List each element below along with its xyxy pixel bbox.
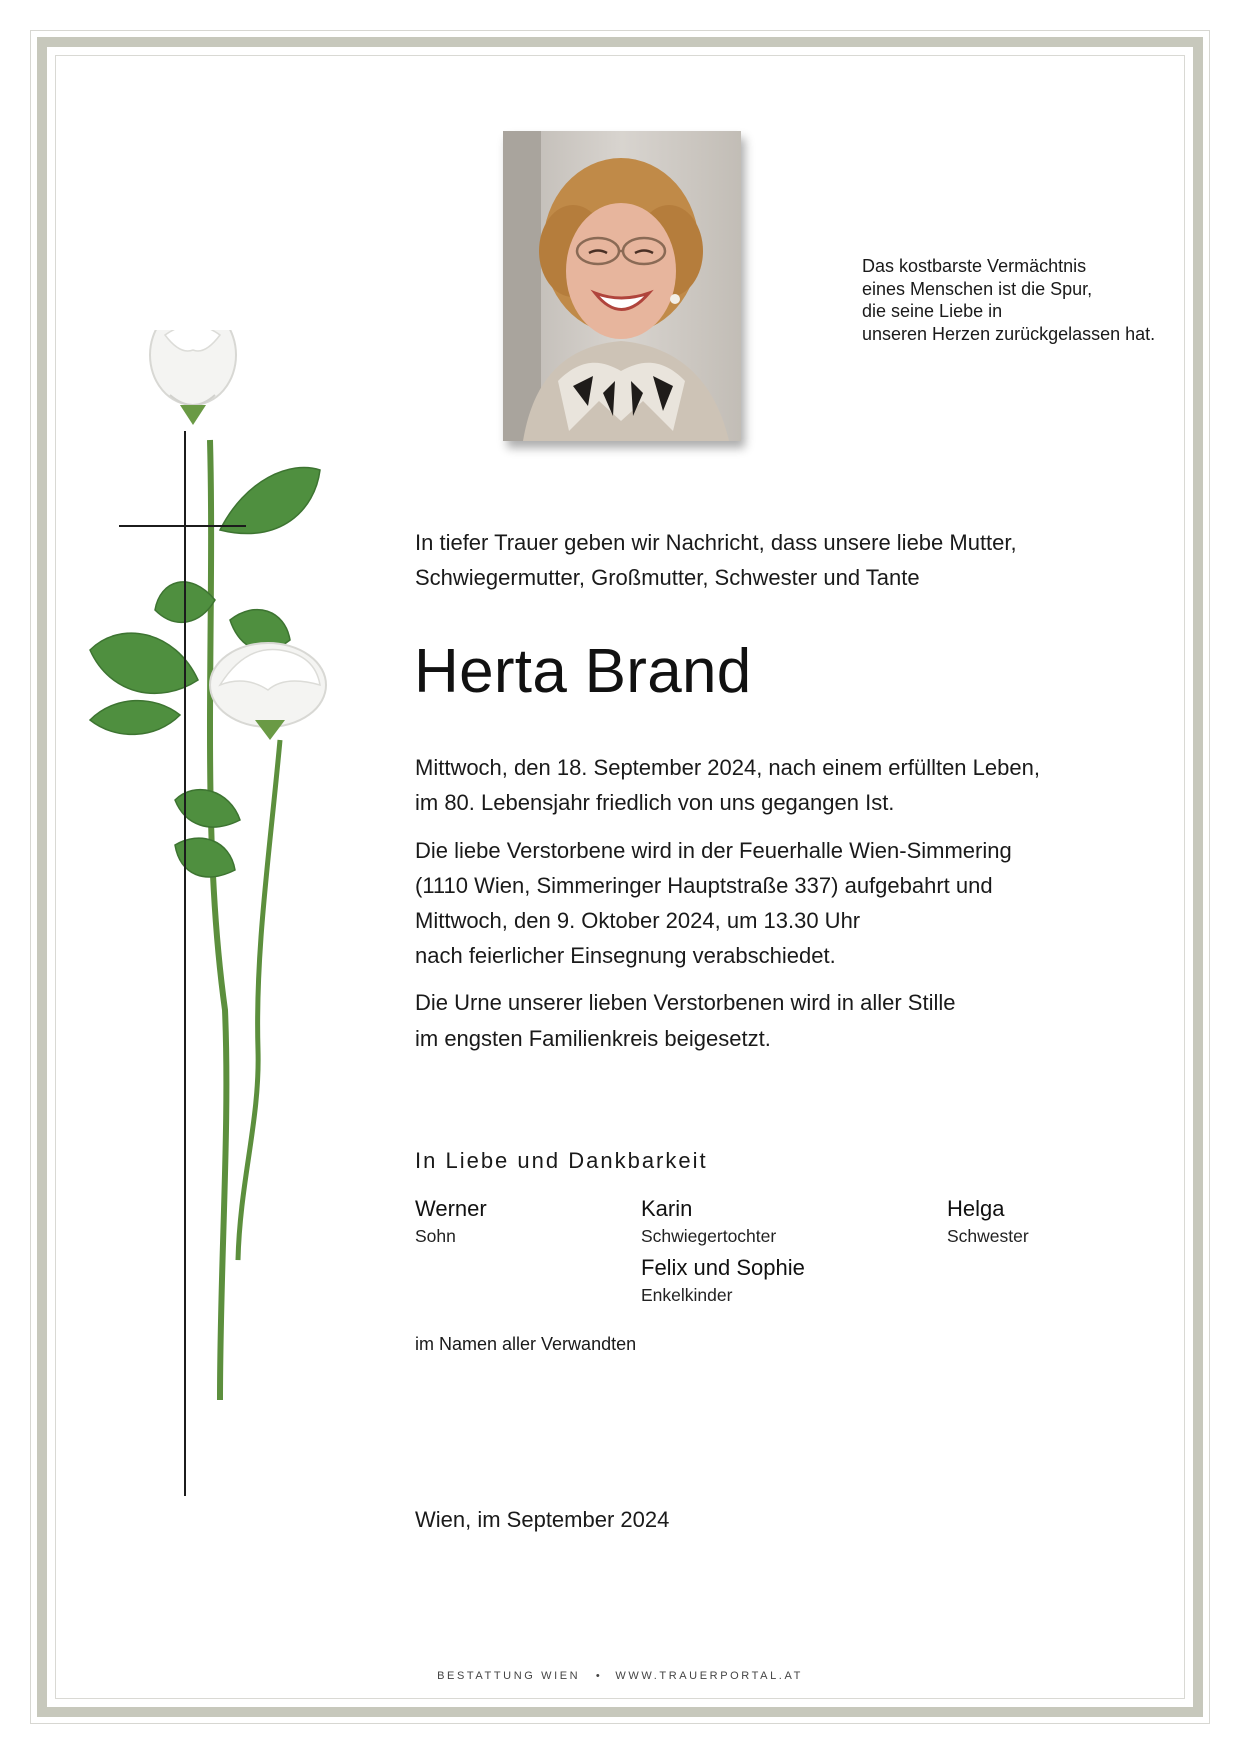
footer-credit xyxy=(0,1670,1240,1682)
footer-website-link[interactable]: WWW.TRAUERPORTAL.AT xyxy=(615,1670,803,1682)
intro-line: Schwiegermutter, Großmutter, Schwester und Tante xyxy=(415,565,920,590)
cross-horizontal-line xyxy=(119,525,246,527)
mourners-heading: In Liebe und Dankbarkeit xyxy=(415,1148,708,1173)
death-notice-paragraph xyxy=(415,750,1040,820)
white-rose-illustration xyxy=(80,330,370,1410)
deceased-name: Herta Brand xyxy=(414,637,752,706)
paragraph-line: Mittwoch, den 18. September 2024, nach einem erfüllten Leben, xyxy=(415,755,1040,780)
on-behalf-note: im Namen aller Verwandten xyxy=(415,1334,637,1354)
mourner-name: Felix und Sophie xyxy=(641,1255,805,1280)
memorial-quote xyxy=(862,255,1155,345)
portrait-illustration xyxy=(503,131,741,441)
paragraph-line: im engsten Familienkreis beigesetzt. xyxy=(415,1026,771,1051)
paragraph-line: (1110 Wien, Simmeringer Hauptstraße 337) aufgebahrt und xyxy=(415,873,993,898)
mourner-name: Werner xyxy=(415,1196,487,1221)
mourner-role: Enkelkinder xyxy=(641,1285,733,1305)
quote-line: eines Menschen ist die Spur, xyxy=(862,278,1093,299)
announcement-intro xyxy=(415,525,1017,595)
quote-line: Das kostbarste Vermächtnis xyxy=(862,256,1087,276)
mourner-role: Schwester xyxy=(947,1226,1029,1246)
footer-separator: • xyxy=(595,1670,600,1682)
portrait-photo xyxy=(503,131,741,441)
paragraph-line: Die Urne unserer lieben Verstorbenen wird in aller Stille xyxy=(415,990,956,1015)
rose-bloom-lower xyxy=(210,643,326,740)
leaf-shape xyxy=(220,468,320,534)
place-and-date: Wien, im September 2024 xyxy=(415,1507,670,1532)
paragraph-line: nach feierlicher Einsegnung verabschiedet. xyxy=(415,943,836,968)
rose-bud-top xyxy=(150,330,236,425)
paragraph-line: im 80. Lebensjahr friedlich von uns gegangen Ist. xyxy=(415,790,895,815)
quote-line: unseren Herzen zurückgelassen hat. xyxy=(862,323,1156,344)
mourner-role: Schwiegertochter xyxy=(641,1226,777,1246)
footer-company: BESTATTUNG WIEN xyxy=(437,1670,581,1682)
cross-vertical-line xyxy=(184,431,186,1496)
mourner-name: Karin xyxy=(641,1196,693,1221)
intro-line: In tiefer Trauer geben wir Nachricht, dass unsere liebe Mutter, xyxy=(415,530,1017,555)
funeral-details-paragraph xyxy=(415,833,1012,973)
mourner-role: Sohn xyxy=(415,1226,456,1246)
mourner-name: Helga xyxy=(947,1196,1005,1221)
paragraph-line: Die liebe Verstorbene wird in der Feuerhalle Wien-Simmering xyxy=(415,838,1012,863)
paragraph-line: Mittwoch, den 9. Oktober 2024, um 13.30 Uhr xyxy=(415,908,861,933)
quote-line: die seine Liebe in xyxy=(862,301,1003,321)
urn-burial-paragraph xyxy=(415,985,956,1057)
